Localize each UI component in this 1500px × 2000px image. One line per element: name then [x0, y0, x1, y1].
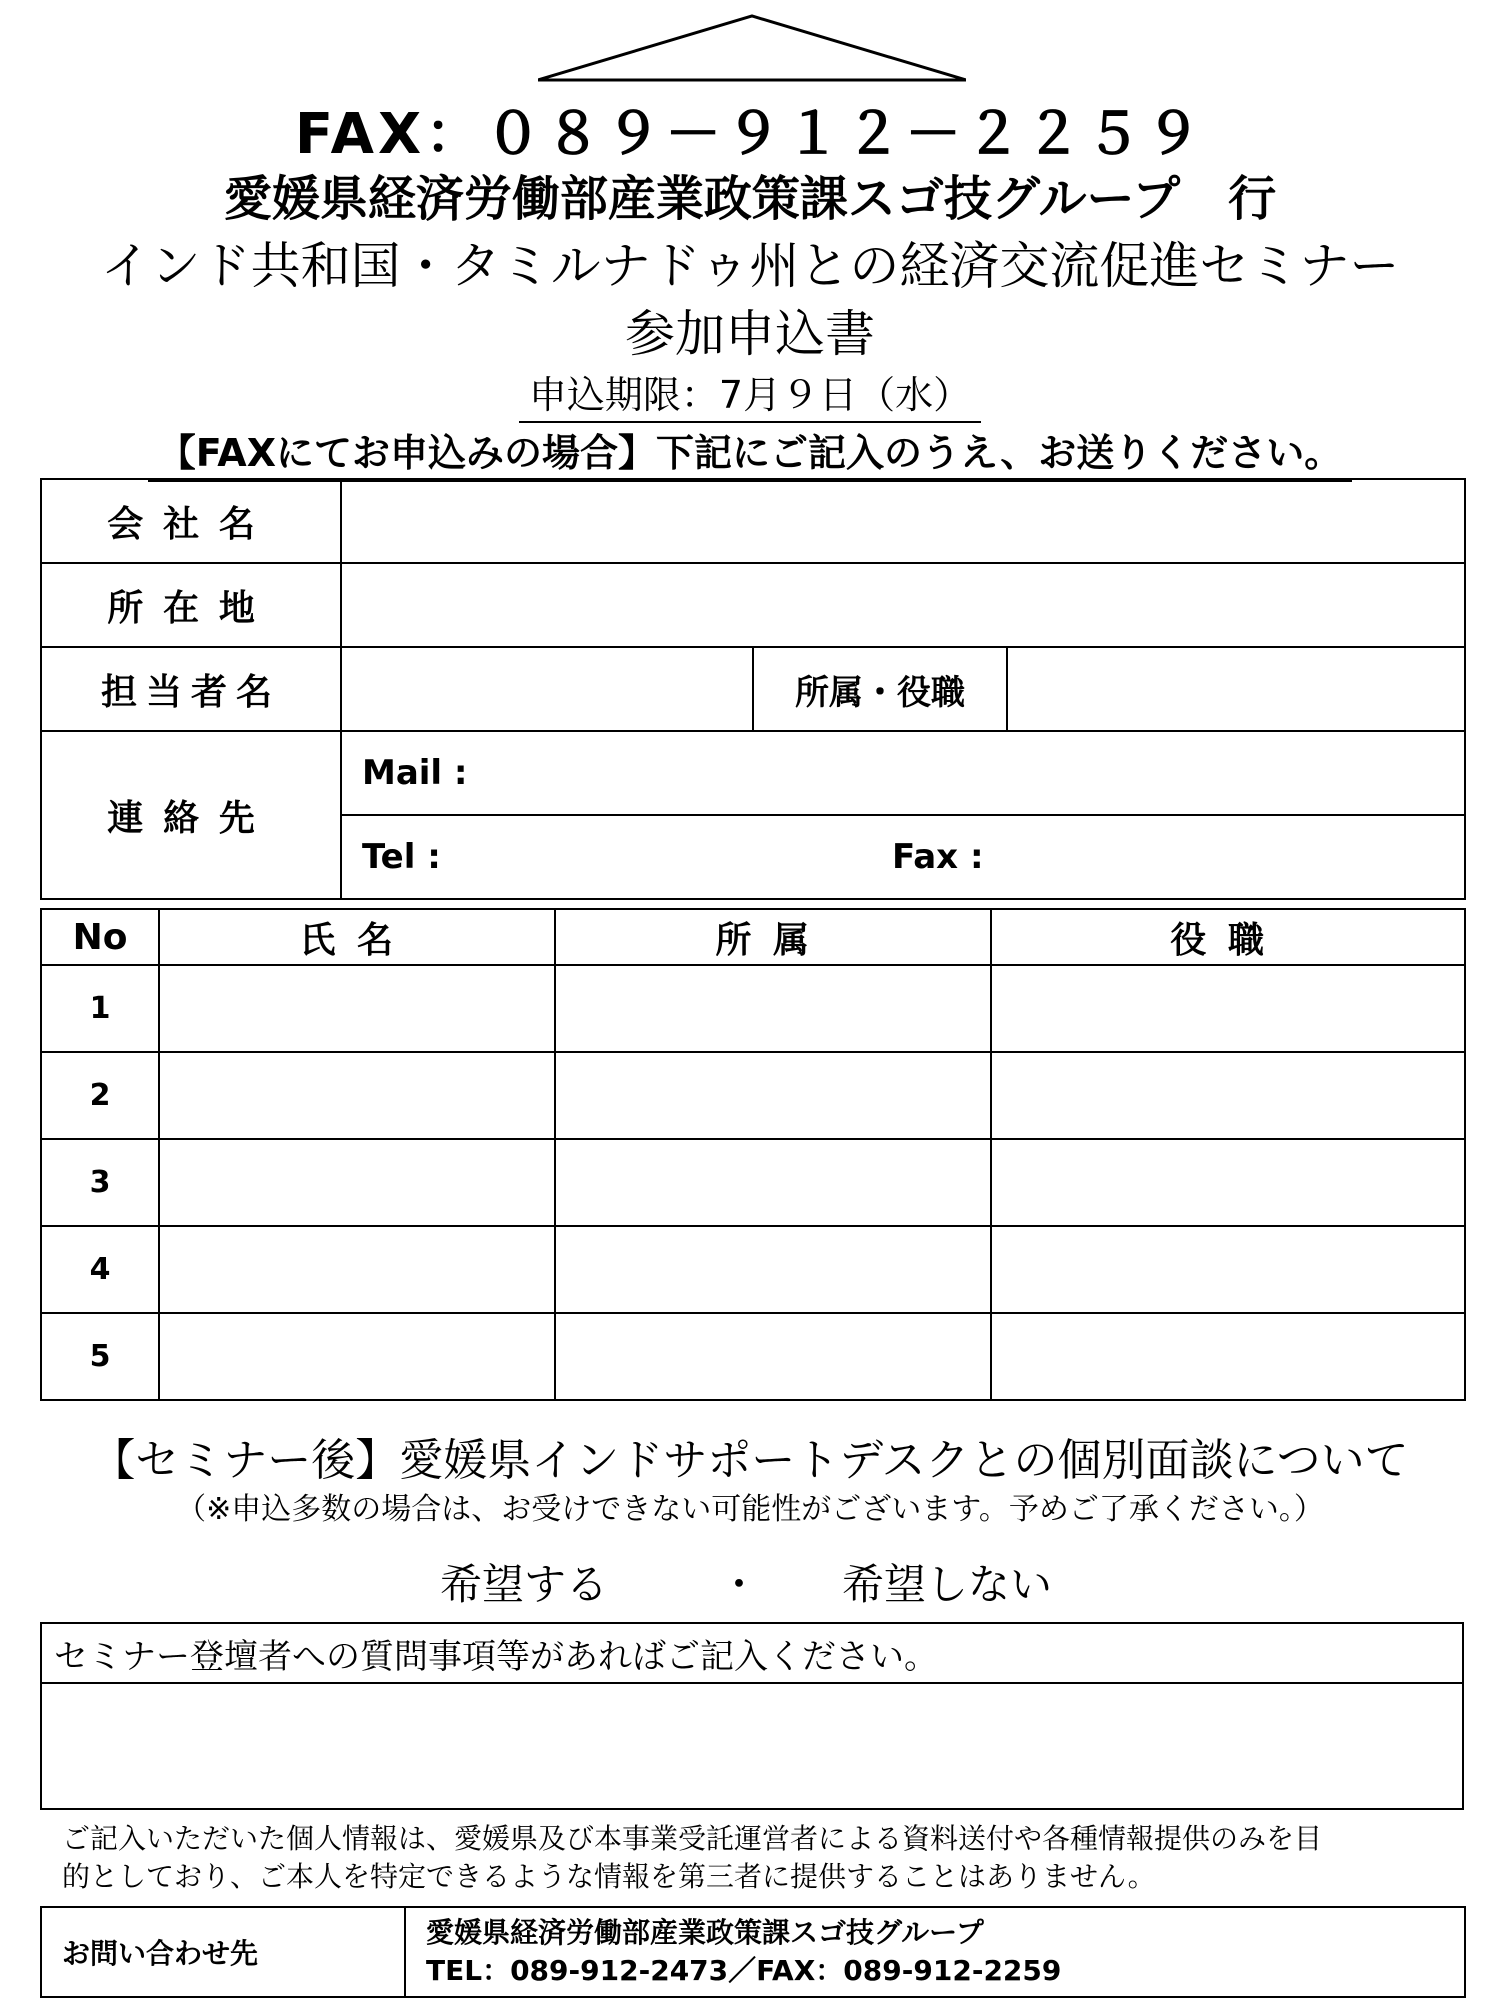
- department-title-field[interactable]: [1007, 647, 1465, 731]
- privacy-note: [62, 1820, 1322, 1896]
- affiliation-cell[interactable]: [555, 1226, 991, 1313]
- questions-prompt: セミナー登壇者への質問事項等があればご記入ください。: [41, 1623, 1463, 1683]
- mail-field[interactable]: [341, 731, 1465, 815]
- table-row: [41, 1052, 1465, 1139]
- address-label: 所在地: [41, 563, 341, 647]
- option-want[interactable]: 希望する: [440, 1560, 609, 1609]
- table-row: [41, 965, 1465, 1052]
- person-in-charge-field[interactable]: [341, 647, 753, 731]
- tel-fax-field[interactable]: [341, 815, 1465, 899]
- privacy-line-2: 的としており、ご本人を特定できるような情報を第三者に提供することはありません。: [62, 1860, 1156, 1893]
- questions-field[interactable]: [41, 1683, 1463, 1809]
- row-number: 2: [41, 1052, 159, 1139]
- header-position: 役職: [991, 909, 1465, 965]
- name-cell[interactable]: [159, 1226, 555, 1313]
- questions-table: [40, 1622, 1464, 1810]
- header-no: No: [41, 909, 159, 965]
- row-number: 3: [41, 1139, 159, 1226]
- contact-label: お問い合わせ先: [41, 1907, 405, 1997]
- header-affiliation: 所属: [555, 909, 991, 965]
- participants-table: [40, 908, 1466, 1401]
- affiliation-cell[interactable]: [555, 1313, 991, 1400]
- mail-label: Mail :: [362, 753, 468, 793]
- position-cell[interactable]: [991, 1052, 1465, 1139]
- name-cell[interactable]: [159, 965, 555, 1052]
- tel-label: Tel :: [362, 837, 441, 877]
- contact-table: [40, 1906, 1466, 1998]
- option-not-want[interactable]: 希望しない: [842, 1560, 1053, 1609]
- contact-details: [405, 1907, 1465, 1997]
- company-name-label: 会社名: [41, 479, 341, 563]
- person-in-charge-label: 担当者名: [41, 647, 341, 731]
- table-row: [41, 1139, 1465, 1226]
- affiliation-cell[interactable]: [555, 965, 991, 1052]
- fax-label: Fax :: [892, 837, 984, 877]
- row-number: 5: [41, 1313, 159, 1400]
- row-number: 4: [41, 1226, 159, 1313]
- position-cell[interactable]: [991, 1226, 1465, 1313]
- affiliation-cell[interactable]: [555, 1139, 991, 1226]
- contact-label: 連絡先: [41, 731, 341, 899]
- department-title-label: 所属・役職: [753, 647, 1007, 731]
- deadline: [0, 364, 1500, 423]
- meeting-title: 【セミナー後】愛媛県インドサポートデスクとの個別面談について: [91, 1435, 1409, 1486]
- seminar-title: インド共和国・タミルナドゥ州との経済交流促進セミナー: [100, 237, 1400, 295]
- meeting-note: （※申込多数の場合は、お受けできない可能性がございます。予めご了承ください。）: [176, 1492, 1324, 1527]
- contact-org: 愛媛県経済労働部産業政策課スゴ技グループ: [426, 1916, 984, 1949]
- privacy-line-1: ご記入いただいた個人情報は、愛媛県及び本事業受託運営者による資料送付や各種情報提供のみを目: [62, 1822, 1323, 1855]
- name-cell[interactable]: [159, 1139, 555, 1226]
- address-field[interactable]: [341, 563, 1465, 647]
- form-title: 参加申込書: [625, 305, 875, 363]
- position-cell[interactable]: [991, 965, 1465, 1052]
- option-separator: ・: [718, 1560, 761, 1609]
- deadline-text: 申込期限：7月９日（水）: [519, 364, 981, 423]
- row-number: 1: [41, 965, 159, 1052]
- position-cell[interactable]: [991, 1313, 1465, 1400]
- affiliation-cell[interactable]: [555, 1052, 991, 1139]
- contact-phones: TEL：089-912-2473／FAX：089-912-2259: [426, 1954, 1062, 1987]
- fax-instruction-text: 【FAXにてお申込みの場合】下記にご記入のうえ、お送りください。: [148, 422, 1353, 482]
- name-cell[interactable]: [159, 1313, 555, 1400]
- table-row: [41, 1313, 1465, 1400]
- table-row: [41, 1226, 1465, 1313]
- position-cell[interactable]: [991, 1139, 1465, 1226]
- fax-number: FAX：０８９－９１２－２２５９: [294, 102, 1206, 167]
- company-name-field[interactable]: [341, 479, 1465, 563]
- fax-instruction: [0, 422, 1500, 482]
- header-triangle: [538, 14, 966, 82]
- recipient-line: 愛媛県経済労働部産業政策課スゴ技グループ 行: [223, 171, 1277, 227]
- company-info-table: [40, 478, 1466, 900]
- header-name: 氏名: [159, 909, 555, 965]
- name-cell[interactable]: [159, 1052, 555, 1139]
